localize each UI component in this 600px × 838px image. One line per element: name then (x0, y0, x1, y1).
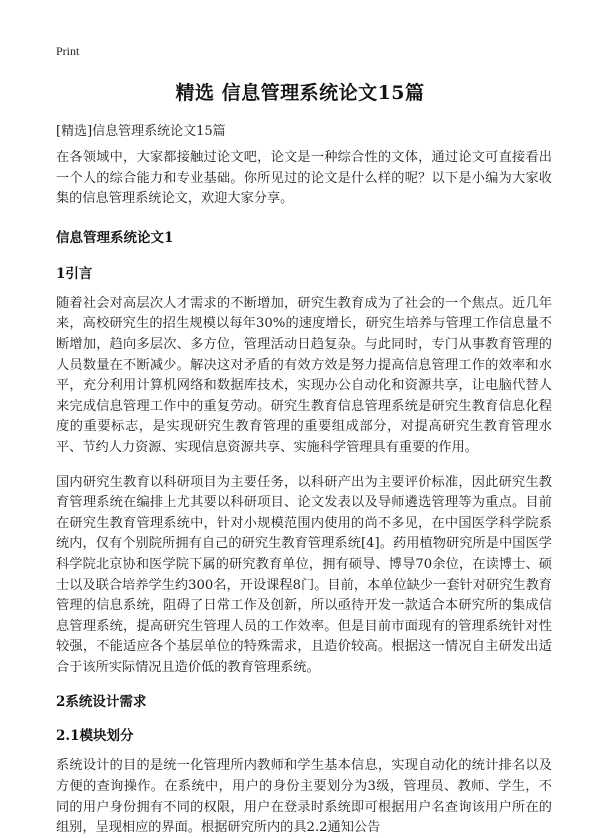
print-link[interactable]: Print (56, 44, 80, 58)
section1-paragraph-2: 国内研究生教育以科研项目为主要任务，以科研产出为主要评价标准，因此研究生教育管理系统在编排上尤其要以科研项目、论文发表以及导师遴选管理等为重点。目前在研究生教育管理系统中，针对小规模范围内使用的尚不多见，在中国医学科学院系统内，仅有个别院所拥有自己的研究生教育管理系统[4]。药用植物研究所是中国医学科学院北京协和医学院下属的研究教育单位，拥有硕导、博导70余位，在读博士、硕士以及联合培养学生约300名，开设课程8门。目前，本单位缺少一套针对研究生教育管理的信息系统，阻碍了日常工作及创新，所以亟待开发一款适合本研究所的集成信息管理系统，提高研究生管理人员的工作效率。但是目前市面现有的管理系统针对性较强，不能适应各个基层单位的特殊需求，且造价较高。根据这一情况自主研发出适合于该所实际情况且造价低的教育管理系统。 (56, 474, 552, 675)
section2-paragraph: 系统设计的目的是统一化管理所内教师和学生基本信息，实现自动化的统计排名以及方便的查询操作。在系统中，用户的身份主要划分为3级，管理员、教师、学生，不同的用户身份拥有不同的权限，用户在登录时系统即可根据用户名查询该用户所在的组别，呈现相应的界面。根据研究所内的具2.2通知公告 (56, 758, 552, 836)
page-title: 精选 信息管理系统论文15篇 (175, 82, 425, 104)
section-heading-design-requirements: 2系统设计需求 (56, 694, 147, 711)
intro-paragraph: 在各领域中，大家都接触过论文吧，论文是一种综合性的文体，通过论文可直接看出一个人的综合能力和专业基础。你所见过的论文是什么样的呢？以下是小编为大家收集的信息管理系统论文，欢迎大家分享。 (56, 150, 552, 207)
section-heading-introduction: 1引言 (56, 265, 93, 282)
article-heading: 信息管理系统论文1 (56, 229, 174, 246)
subsection-heading-modules: 2.1模块划分 (56, 728, 134, 745)
document-subtitle: [精选]信息管理系统论文15篇 (56, 124, 226, 139)
section1-paragraph-1: 随着社会对高层次人才需求的不断增加，研究生教育成为了社会的一个焦点。近几年来，高校研究生的招生规模以每年30%的速度增长，研究生培养与管理工作信息量不断增加，趋向多层次、多方位，管理活动日趋复杂。与此同时，专门从事教育管理的人员数量在不断减少。解决这对矛盾的有效方效是努力提高信息管理工作的效率和水平，充分利用计算机网络和数据库技术，实现办公自动化和资源共享，让电脑代替人来完成信息管理工作中的重复劳动。研究生教育信息管理系统是研究生教育信息化程度的重要标志，是实现研究生教育管理的重要组成部分，对提高研究生教育管理水平、节约人力资源、实现信息资源共享、实施科学管理具有重要的作用。 (56, 295, 552, 455)
article-content (56, 148, 552, 838)
